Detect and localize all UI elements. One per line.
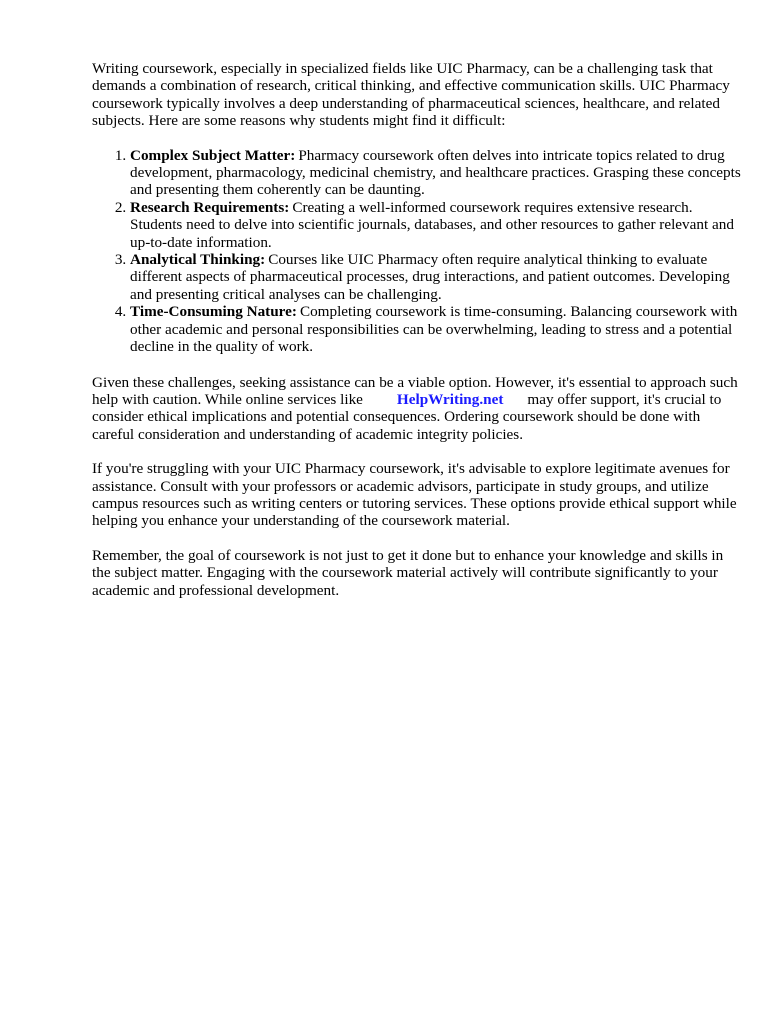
list-item	[130, 147, 742, 199]
list-item-text: Courses like UIC Pharmacy often require analytical thinking to evaluate different aspects of pharmaceutical processes, drug interactions, and patient outcomes. Developing and presenting critical analyses can be challenging.	[130, 251, 730, 303]
struggling-paragraph: If you're struggling with your UIC Pharmacy coursework, it's advisable to explore legitimate avenues for assistance. Consult with your professors or academic advisors, participate in study groups, and utilize campus resources such as writing centers or tutoring services. These options provide ethical support while helping you enhance your understanding of the coursework material.	[92, 460, 737, 530]
remember-paragraph: Remember, the goal of coursework is not just to get it done but to enhance your knowledge and skills in the subject matter. Engaging with the coursework material actively will contribute significantly to your academic and professional development.	[92, 546, 724, 599]
list-item-text: Pharmacy coursework often delves into intricate topics related to drug development, pharmacology, medicinal chemistry, and healthcare practices. Grasping these concepts and presenting them coherently can be daunting.	[130, 146, 741, 199]
list-item-text: Creating a well-informed coursework requires extensive research. Students need to delve into scientific journals, databases, and other resources to gather relevant and up-to-date information.	[130, 198, 734, 251]
list-item-title: Research Requirements:	[130, 198, 290, 216]
reasons-list	[92, 147, 742, 356]
list-item-title: Time-Consuming Nature:	[130, 303, 297, 321]
list-item-text: Completing coursework is time-consuming. Balancing coursework with other academic and personal responsibilities can be overwhelming, leading to stress and a potential decline in the quality of work.	[130, 303, 738, 356]
document-page	[92, 60, 742, 599]
list-item	[130, 251, 742, 303]
intro-paragraph: Writing coursework, especially in specialized fields like UIC Pharmacy, can be a challenging task that demands a combination of research, critical thinking, and effective communication skills. UIC Pharmacy coursework typically involves a deep understanding of pharmaceutical sciences, healthcare, and related subjects. Here are some reasons why students might find it difficult:	[92, 60, 730, 130]
list-item-title: Analytical Thinking:	[130, 251, 266, 269]
helpwriting-link[interactable]: HelpWriting.net	[396, 390, 504, 408]
list-item	[130, 303, 742, 355]
assistance-text-before: Given these challenges, seeking assistance can be a viable option. However, it's essential to approach such help with caution. While online services like	[92, 373, 738, 408]
assistance-text-after: may offer support, it's crucial to consider ethical implications and potential consequences. Ordering coursework should be done with careful consideration and understanding of academic integrity policies.	[92, 390, 722, 443]
assistance-paragraph	[92, 374, 742, 444]
list-item-title: Complex Subject Matter:	[130, 146, 296, 164]
list-item	[130, 199, 742, 251]
